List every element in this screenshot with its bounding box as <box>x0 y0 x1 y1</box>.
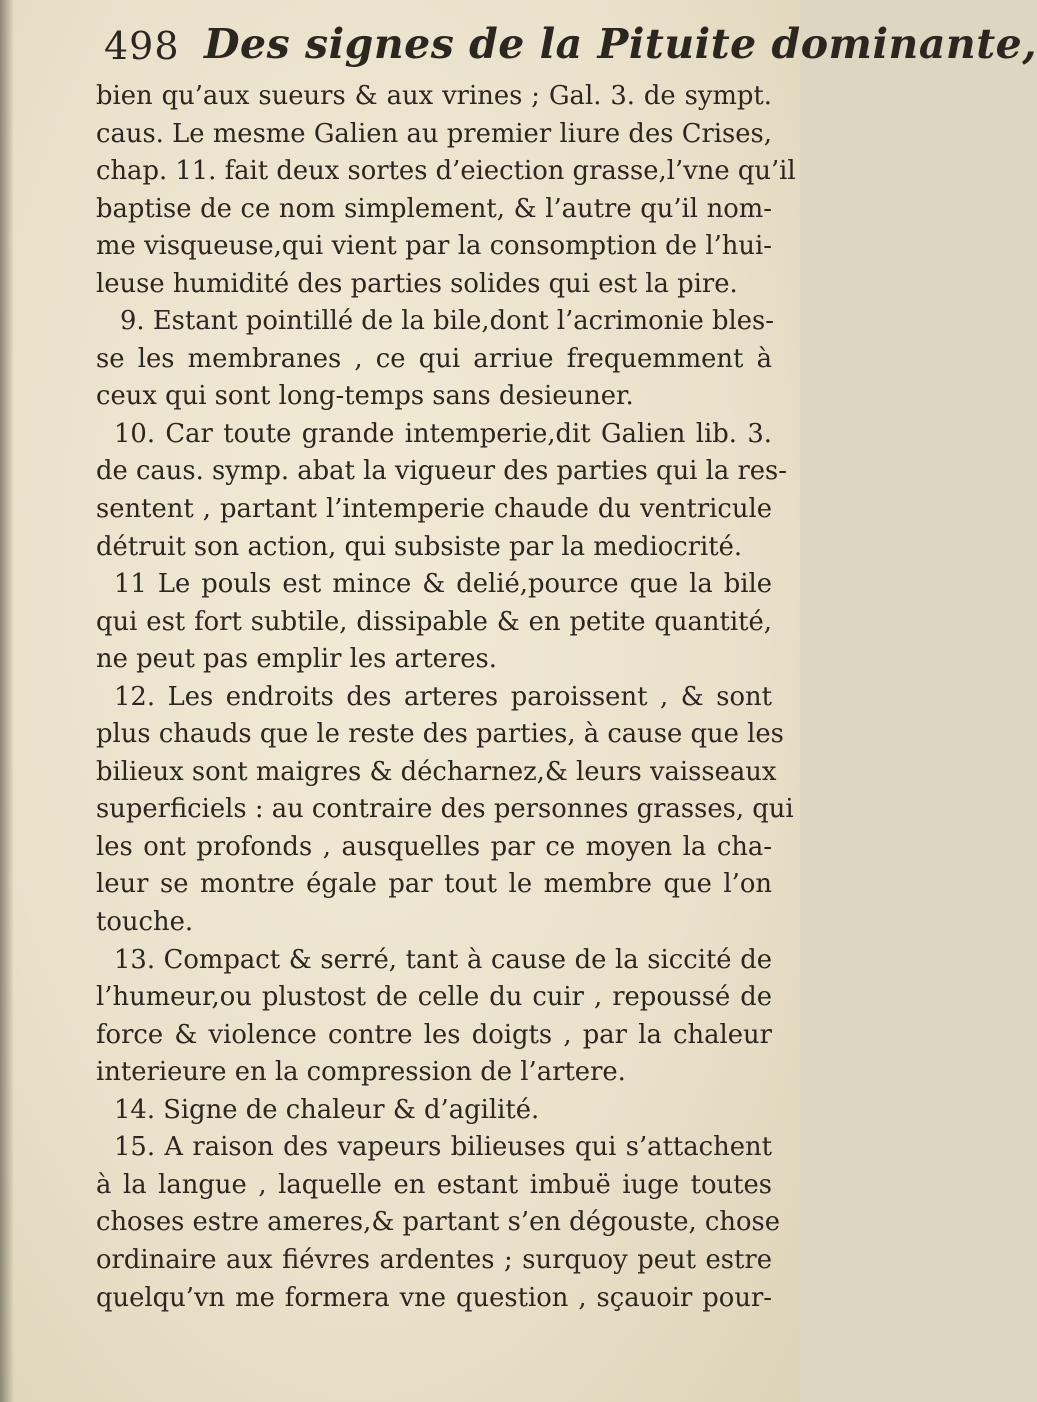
text-line: 11 Le pouls est mince & delié,pource que la bile <box>114 569 772 600</box>
text-line: 15. A raison des vapeurs bilieuses qui s’attachent <box>114 1132 772 1163</box>
text-line: se les membranes , ce qui arriue frequemment à <box>96 343 772 374</box>
text-line: quelqu’vn me formera vne question , sçauoir pour- <box>96 1282 772 1313</box>
running-title: Des signes de la Pituite dominante, <box>204 20 1037 68</box>
text-line: touche. <box>96 907 194 938</box>
text-line: de caus. symp. abat la vigueur des parties qui la res- <box>96 456 788 487</box>
text-line: 9. Estant pointillé de la bile,dont l’acrimonie bles- <box>120 306 774 337</box>
text-line: plus chauds que le reste des parties, à cause que les <box>96 719 784 750</box>
text-line: 13. Compact & serré, tant à cause de la siccité de <box>114 944 772 975</box>
text-line: chap. 11. fait deux sortes d’eiection grasse,l’vne qu’il <box>96 156 796 187</box>
text-line: choses estre ameres,& partant s’en dégouste, chose <box>96 1207 780 1238</box>
text-line: leur se montre égale par tout le membre que l’on <box>96 869 772 900</box>
page-number: 498 <box>104 24 180 68</box>
text-line: ordinaire aux fiévres ardentes ; surquoy peut estre <box>96 1244 772 1275</box>
text-line: ceux qui sont long-temps sans desieuner. <box>96 381 634 412</box>
text-line: caus. Le mesme Galien au premier liure des Crises, <box>96 118 772 149</box>
text-line: à la langue , laquelle en estant imbuë iuge toutes <box>96 1169 772 1200</box>
body-text <box>96 78 796 1317</box>
text-line: baptise de ce nom simplement, & l’autre qu’il nom- <box>96 193 772 224</box>
text-line: l’humeur,ou plustost de celle du cuir , repoussé de <box>96 982 772 1013</box>
page-edge-shadow <box>0 0 14 1402</box>
text-line: qui est fort subtile, dissipable & en petite quantité, <box>96 606 772 637</box>
text-line: détruit son action, qui subsiste par la mediocrité. <box>96 531 743 562</box>
text-line: 10. Car toute grande intemperie,dit Galien lib. 3. <box>114 418 772 449</box>
page-header <box>104 18 1037 78</box>
text-line: interieure en la compression de l’artere. <box>96 1057 626 1088</box>
text-line: leuse humidité des parties solides qui est la pire. <box>96 268 738 299</box>
text-line: sentent , partant l’intemperie chaude du ventricule <box>96 494 772 525</box>
text-line: force & violence contre les doigts , par la chaleur <box>96 1019 772 1050</box>
text-line: 12. Les endroits des arteres paroissent , & sont <box>114 681 772 712</box>
text-line: les ont profonds , ausquelles par ce moyen la cha- <box>96 831 772 862</box>
text-line: superficiels : au contraire des personnes grasses, qui <box>96 794 794 825</box>
text-line: 14. Signe de chaleur & d’agilité. <box>114 1094 540 1125</box>
text-line: ne peut pas emplir les arteres. <box>96 644 497 675</box>
text-line: bilieux sont maigres & décharnez,& leurs vaisseaux <box>96 756 777 787</box>
text-line: bien qu’aux sueurs & aux vrines ; Gal. 3. de sympt. <box>96 81 772 111</box>
text-line: me visqueuse,qui vient par la consomption de l’hui- <box>96 231 772 262</box>
